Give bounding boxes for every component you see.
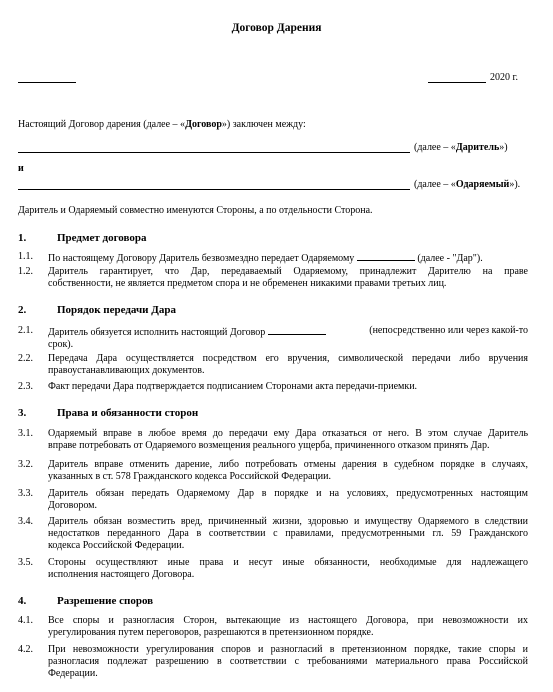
gift-blank[interactable]	[357, 251, 415, 261]
clause-1-1: По настоящему Договору Даритель безвозмездно передает Одаряемому (далее - "Дар").	[48, 253, 483, 264]
clause-2-2: Передача Дара осуществляется посредством его вручения, символической передачи либо вручения правоустанавливающих документов.	[48, 353, 528, 376]
clause-4-2: При невозможности урегулирования споров и разногласий в претензионном порядке, такие споры и разногласия подлежат разрешению в соответствии с требованиями материального права Российской Федерации.	[48, 644, 528, 679]
section-2-number: 2.	[18, 304, 27, 316]
recipient-label: (далее – «Одаряемый»).	[414, 179, 521, 190]
section-4-number: 4.	[18, 595, 27, 607]
donor-label: (далее – «Даритель»)	[414, 142, 508, 153]
and-connector: и	[18, 163, 24, 174]
section-4-title: Разрешение споров	[57, 595, 154, 607]
parties-note: Даритель и Одаряемый совместно именуются Стороны, а по отдельности Сторона.	[18, 205, 373, 216]
section-2-title: Порядок передачи Дара	[57, 304, 176, 316]
date-blank[interactable]	[428, 82, 486, 83]
term-blank[interactable]	[268, 325, 326, 335]
date-year: 2020 г.	[490, 72, 518, 83]
clause-3-3: Даритель обязан передать Одаряемому Дар в порядке и на условиях, предусмотренных настоящим Договором.	[48, 488, 528, 511]
clause-number: 3.5.	[18, 557, 33, 568]
clause-number: 2.1.	[18, 325, 33, 336]
recipient-name-blank[interactable]	[18, 189, 410, 190]
clause-4-1: Все споры и разногласия Сторон, вытекающие из настоящего Договора, при невозможности их урегулирования путем переговоров, разрешаются в претензионном порядке.	[48, 615, 528, 638]
clause-2-1: Даритель обязуется исполнить настоящий Договор (непосредственно или через какой-то срок).	[48, 325, 528, 350]
clause-number: 1.2.	[18, 266, 33, 277]
clause-2-3: Факт передачи Дара подтверждается подписанием Сторонами акта передачи-приемки.	[48, 381, 418, 392]
clause-number: 3.3.	[18, 488, 33, 499]
clause-number: 2.2.	[18, 353, 33, 364]
section-1-title: Предмет договора	[57, 232, 147, 244]
clause-number: 3.1.	[18, 428, 33, 439]
clause-1-2: Даритель гарантирует, что Дар, передаваемый Одаряемому, принадлежит Дарителю на праве собственности, не является предметом спора и не обременен никакими правами третьих лиц.	[48, 266, 528, 289]
clause-3-1: Одаряемый вправе в любое время до передачи ему Дара отказаться от него. В этом случае Даритель вправе потребовать от Одаряемого возмещения реального ущерба, причиненного отказом принять Дар.	[48, 428, 528, 451]
clause-number: 4.1.	[18, 615, 33, 626]
clause-number: 3.4.	[18, 516, 33, 527]
section-3-number: 3.	[18, 407, 27, 419]
clause-number: 2.3.	[18, 381, 33, 392]
section-3-title: Права и обязанности сторон	[57, 407, 199, 419]
donor-name-blank[interactable]	[18, 152, 410, 153]
document-title: Договор Дарения	[231, 22, 322, 34]
donor-term: Даритель	[455, 142, 500, 153]
contract-term: Договор	[185, 119, 222, 130]
intro-text: Настоящий Договор дарения (далее – «Договор») заключен между:	[18, 119, 306, 130]
clause-3-4: Даритель обязан возместить вред, причиненный жизни, здоровью и имуществу Одаряемого в следствии недостатков переданного Дара в соответствии с правилами, предусмотренными гл. 59 Гражданского кодекса Российской Федерации.	[48, 516, 528, 551]
clause-number: 1.1.	[18, 251, 33, 262]
clause-3-5: Стороны осуществляют иные права и несут иные обязанности, необходимые для надлежащего исполнения настоящего Договора.	[48, 557, 528, 580]
clause-3-2: Даритель вправе отменить дарение, либо потребовать отмены дарения в судебном порядке в случаях, указанных в ст. 578 Гражданского кодекса Российской Федерации.	[48, 459, 528, 482]
recipient-term: Одаряемый	[455, 179, 510, 190]
section-1-number: 1.	[18, 232, 27, 244]
place-blank[interactable]	[18, 82, 76, 83]
clause-number: 3.2.	[18, 459, 33, 470]
clause-number: 4.2.	[18, 644, 33, 655]
